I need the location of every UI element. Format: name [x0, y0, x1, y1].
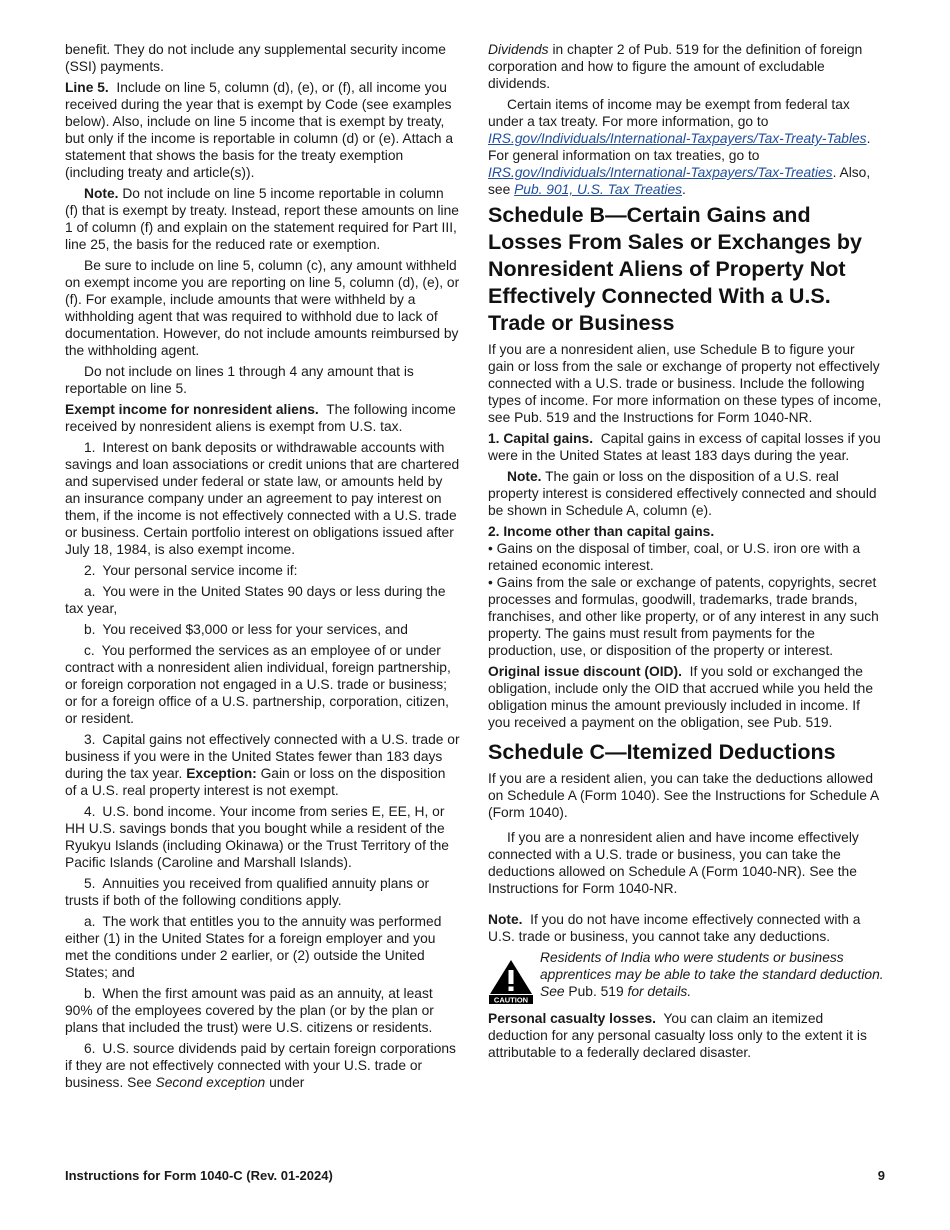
paragraph-treaty: [488, 96, 884, 198]
caution-icon: [488, 958, 534, 1004]
list-item-5b: b. When the first amount was paid as an annuity, at least 90% of the employees covered by the plan (or by the plan or plans that included the trust) were U.S. citizens or residents.: [65, 986, 434, 1035]
bullet-timber: • Gains on the disposal of timber, coal, or U.S. iron ore with a retained economic interest.: [488, 541, 861, 573]
list-item-2a: a. You were in the United States 90 days or less during the tax year,: [65, 584, 446, 616]
treaty-text-3: . Also, see: [488, 165, 871, 197]
oid-text: If you sold or exchanged the obligation, include only the OID that accrued while you held the obligation minus the amount previously included in income. If you received a payment on the obligation, see Pub. 519.: [488, 664, 874, 730]
list-item-4: 4. U.S. bond income. Your income from series E, EE, H, or HH U.S. savings bonds that you bought while a resident of the Ryukyu Islands (including Okinawa) or the Trust Territory of the Pacific Islands (Caroline and Marshall Islands).: [65, 804, 449, 870]
capital-gains-label: 1. Capital gains.: [488, 431, 594, 446]
treaty-text-2: . For general information on tax treaties, go to: [488, 131, 871, 163]
list-item-1: 1. Interest on bank deposits or withdrawable accounts with savings and loan associations or credit unions that are chartered and supervised under federal or state law, or amounts held by an insurance company under an agreement to pay interest on them, if the income is not effectively connected with a U.S. trade or business. Certain portfolio interest on obligations issued after July 18, 1984, is also exempt income.: [65, 440, 460, 557]
capital-gains-text: Capital gains in excess of capital losses if you were in the United States at least 183 days during the year.: [488, 431, 881, 463]
heading-schedule-b: Schedule B—Certain Gains and Losses From Sales or Exchanges by Nonresident Aliens of Property Not Effectively Connected With a U.S. Trade or Business: [488, 203, 863, 335]
footer-form-title: Instructions for Form 1040-C (Rev. 01-2024): [65, 1168, 333, 1183]
exempt-text: The following income received by nonresident aliens is exempt from U.S. tax.: [65, 402, 456, 434]
caution-word: CAUTION: [493, 995, 529, 1004]
list-item-2c: c. You performed the services as an employee of or under contract with a nonresident alien individual, foreign partnership, or foreign corporation not engaged in a U.S. trade or business; or for a foreign office of a U.S. partnership, corporation, citizen, or resident.: [65, 643, 451, 726]
treaty-text-1: Certain items of income may be exempt from federal tax under a tax treaty. For more information, go to: [488, 97, 850, 129]
caution-box: [488, 949, 884, 1004]
casualty-text: You can claim an itemized deduction for any personal casualty loss only to the extent it is attributable to a federally declared disaster.: [488, 1011, 867, 1060]
line5-label: Line 5.: [65, 80, 109, 95]
paragraph-line5: [65, 79, 460, 181]
link-treaty-tables[interactable]: IRS.gov/Individuals/International-Taxpayers/Tax-Treaty-Tables: [488, 131, 867, 146]
line5-text: Include on line 5, column (d), (e), or (f), all income you received during the year that is exempt by Code (see examples below). Also, include on line 5 income that is exempt by treaty, but only if the income is reportable in column (d) or (e). Attach a statement that shows the basis for the treaty exemption (including treaty and article(s)).: [65, 80, 454, 180]
list-item-5: 5. Annuities you received from qualified annuity plans or trusts if both of the following conditions apply.: [65, 876, 430, 908]
paragraph-schedule-c-2: If you are a nonresident alien and have income effectively connected with a U.S. trade or business, you can take the deductions allowed on Schedule A (Form 1040-NR). See the Instructions for Form 1040-NR.: [488, 830, 859, 896]
note2-label: Note.: [488, 912, 523, 927]
item6-end: under: [269, 1075, 305, 1090]
list-item-2: 2. Your personal service income if:: [84, 563, 298, 578]
paragraph-be-sure: Be sure to include on line 5, column (c), any amount withheld on exempt income you are reporting on line 5, column (d), (e), or (f). For example, include amounts that were withheld by a withholding agent that was required to withhold due to lack of documentation. However, do not include amounts reimbursed by the withholding agent.: [65, 258, 460, 358]
paragraph-capital-gains: [488, 430, 884, 464]
item3-text: 3. Capital gains not effectively connected with a U.S. trade or business if you were in the United States fewer than 183 days during the tax year.: [65, 732, 460, 781]
exempt-label: Exempt income for nonresident aliens.: [65, 402, 319, 417]
paragraph-note-deductions: [488, 911, 884, 945]
other-income-label: 2. Income other than capital gains.: [488, 524, 715, 539]
heading-schedule-c: Schedule C—Itemized Deductions: [488, 740, 836, 764]
dividends-text: in chapter 2 of Pub. 519 for the definition of foreign corporation and how to figure the amount of excludable dividends.: [488, 42, 863, 91]
paragraph-note: [65, 185, 460, 253]
list-item-3: [65, 731, 460, 799]
link-pub-901[interactable]: Pub. 901, U.S. Tax Treaties: [514, 182, 683, 197]
caution-text: [540, 949, 884, 1000]
list-item-5a: a. The work that entitles you to the annuity was performed either (1) in the United States for a foreign employer and you met the conditions under 2 earlier, or (2) outside the United States; and: [65, 914, 442, 980]
left-column: [65, 41, 460, 1095]
casualty-label: Personal casualty losses.: [488, 1011, 656, 1026]
paragraph-note-real-property: [488, 468, 884, 519]
list-item-2b: b. You received $3,000 or less for your services, and: [84, 622, 408, 637]
dividends-italic: Dividends: [488, 42, 549, 57]
paragraph-dividends: [488, 41, 884, 92]
note-label-b: Note.: [507, 469, 542, 484]
paragraph-ssi: benefit. They do not include any supplemental security income (SSI) payments.: [65, 42, 446, 74]
paragraph-casualty-losses: [488, 1010, 884, 1061]
item6-text: 6. U.S. source dividends paid by certain foreign corporations if they are not effectively connected with your U.S. trade or business. See: [65, 1041, 456, 1090]
page-footer: [65, 1168, 885, 1183]
list-item-6: [65, 1040, 460, 1091]
paragraph-do-not: Do not include on lines 1 through 4 any amount that is reportable on line 5.: [65, 364, 414, 396]
paragraph-schedule-b-intro: If you are a nonresident alien, use Schedule B to figure your gain or loss from the sale or exchange of property not effectively connected with a U.S. trade or business. Include the following types of income. For more information on these types of income, see Pub. 519 and the Instructions for Form 1040-NR.: [488, 342, 882, 425]
item3-exception-text: Gain or loss on the disposition of a U.S. real property interest is not exempt.: [65, 766, 446, 798]
page-number: 9: [877, 1168, 885, 1183]
item3-exception-label: Exception:: [186, 766, 257, 781]
note-text-b: The gain or loss on the disposition of a U.S. real property interest is considered effectively connected and should be shown in Schedule A, column (e).: [488, 469, 877, 518]
treaty-text-4: .: [682, 182, 686, 197]
paragraph-oid: [488, 663, 884, 731]
caution-text-1: Residents of India who were students or business apprentices may be able to take the standard deduction. See: [540, 950, 884, 999]
note-label: Note.: [84, 186, 119, 201]
paragraph-exempt-income: [65, 401, 460, 435]
caution-text-2: for details.: [627, 984, 692, 999]
link-tax-treaties[interactable]: IRS.gov/Individuals/International-Taxpayers/Tax-Treaties: [488, 165, 833, 180]
note2-text: If you do not have income effectively connected with a U.S. trade or business, you cannot take any deductions.: [488, 912, 861, 944]
right-column: [488, 41, 884, 1065]
oid-label: Original issue discount (OID).: [488, 664, 682, 679]
paragraph-schedule-c-1: If you are a resident alien, you can take the deductions allowed on Schedule A (Form 1040). See the Instructions for Schedule A (Form 1040).: [488, 771, 879, 820]
item6-italic: Second exception: [155, 1075, 266, 1090]
heading-other-income: [488, 523, 884, 540]
caution-pub: Pub. 519: [568, 984, 624, 999]
bullet-patents: • Gains from the sale or exchange of patents, copyrights, secret processes and formulas, goodwill, trademarks, trade brands, franchises, and other like property, or of any interest in any such property. The gains must result from payments for the production, use, or disposition of the property or interest.: [488, 575, 879, 658]
note-text: Do not include on line 5 income reportable in column (f) that is exempt by treaty. Instead, report these amounts on line 1 of column (f) and explain on the statement required for Part III, line 25, the basis for the reduced rate or exemption.: [65, 186, 459, 252]
